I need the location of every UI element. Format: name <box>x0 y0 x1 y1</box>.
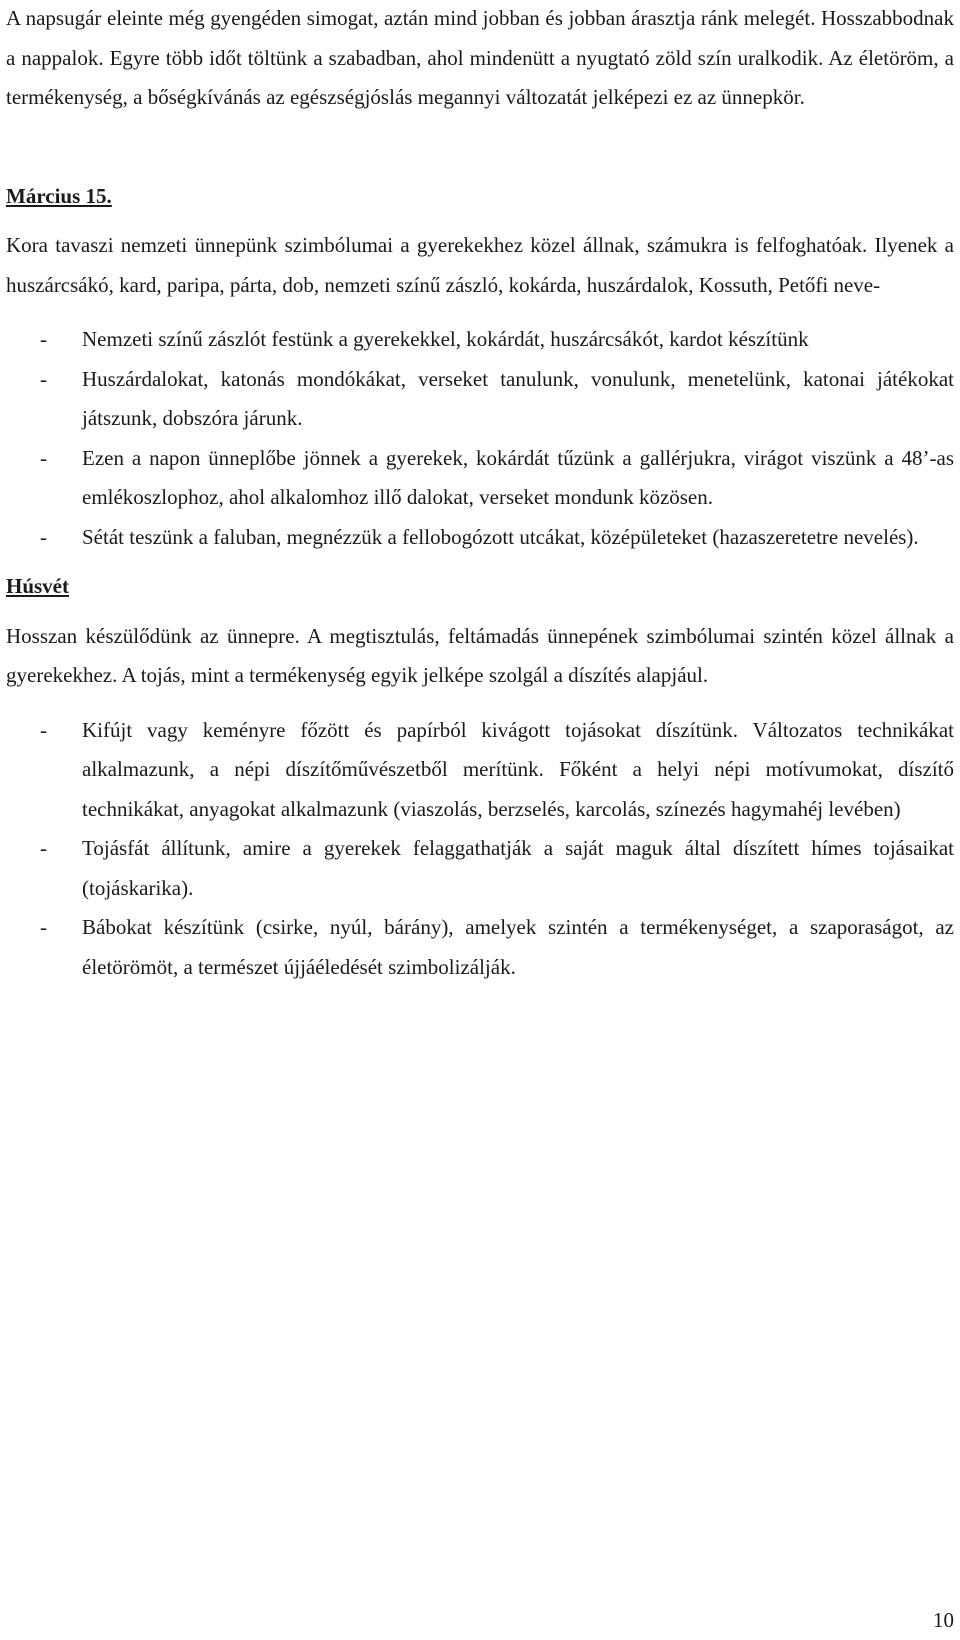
intro-paragraph: A napsugár eleinte még gyengéden simogat, aztán mind jobban és jobban árasztja ránk melegét. Hosszabbodnak a nappalok. Egyre több időt töltünk a szabadban, ahol mindenütt a nyugtató zöld szín uralkodik. Az életöröm, a termékenység, a bőségkívánás az egészségjóslás megannyi változatát jelképezi ez az ünnepkör. <box>6 6 954 109</box>
document-page <box>6 0 954 987</box>
bullet-dash: - <box>40 915 47 939</box>
list-item <box>6 518 954 558</box>
list-item-text: Sétát teszünk a faluban, megnézzük a fellobogózott utcákat, középületeket (hazaszeretetre nevelés). <box>82 524 919 549</box>
list-item <box>6 711 954 830</box>
list-item <box>6 320 954 360</box>
list-item-text: Nemzeti színű zászlót festünk a gyerekekkel, kokárdát, huszárcsákót, kardot készítünk <box>82 327 809 351</box>
bullet-dash: - <box>40 836 47 860</box>
page-number: 10 <box>933 1608 954 1632</box>
marcius-paragraph: Kora tavaszi nemzeti ünnepünk szimbólumai a gyerekekhez közel állnak, számukra is felfoghatóak. Ilyenek a huszárcsákó, kard, paripa, párta, dob, nemzeti színű zászló, kokárda, huszárdalok, Kossuth, Petőfi neve- <box>6 233 954 297</box>
list-item-text: Bábokat készítünk (csirke, nyúl, bárány), amelyek szintén a termékenységet, a szaporaságot, az életörömöt, a természet újjáéledését szimbolizálják. <box>82 915 954 979</box>
bullet-dash: - <box>40 524 47 549</box>
list-item <box>6 439 954 518</box>
list-item-text: Kifújt vagy keményre főzött és papírból kivágott tojásokat díszítünk. Változatos technikákat alkalmazunk, a népi díszítőművészetből merítünk. Főként a helyi népi motívumokat, díszítő technikákat, anyagokat alkalmazunk (viaszolás, berzselés, karcolás, színezés hagymahéj levében) <box>82 717 954 821</box>
list-item <box>6 360 954 439</box>
marcius-list <box>6 320 954 557</box>
heading-marcius-15: Március 15. <box>6 183 112 208</box>
husvet-list <box>6 711 954 988</box>
heading-husvet: Húsvét <box>6 574 69 598</box>
list-item <box>6 829 954 908</box>
bullet-dash: - <box>40 327 47 351</box>
husvet-paragraph: Hosszan készülődünk az ünnepre. A megtisztulás, feltámadás ünnepének szimbólumai szintén közel állnak a gyerekekhez. A tojás, mint a termékenység egyik jelképe szolgál a díszítés alapjául. <box>6 623 954 687</box>
bullet-dash: - <box>40 717 47 742</box>
list-item-text: Ezen a napon ünneplőbe jönnek a gyerekek, kokárdát tűzünk a gallérjukra, virágot viszünk a 48’-as emlékoszlophoz, ahol alkalomhoz illő dalokat, verseket mondunk közösen. <box>82 445 954 509</box>
bullet-dash: - <box>40 366 47 391</box>
list-item <box>6 908 954 987</box>
bullet-dash: - <box>40 445 47 470</box>
list-item-text: Huszárdalokat, katonás mondókákat, verseket tanulunk, vonulunk, menetelünk, katonai játékokat játszunk, dobszóra járunk. <box>82 366 954 430</box>
list-item-text: Tojásfát állítunk, amire a gyerekek felaggathatják a saját maguk által díszített hímes tojásaikat (tojáskarika). <box>82 836 954 900</box>
